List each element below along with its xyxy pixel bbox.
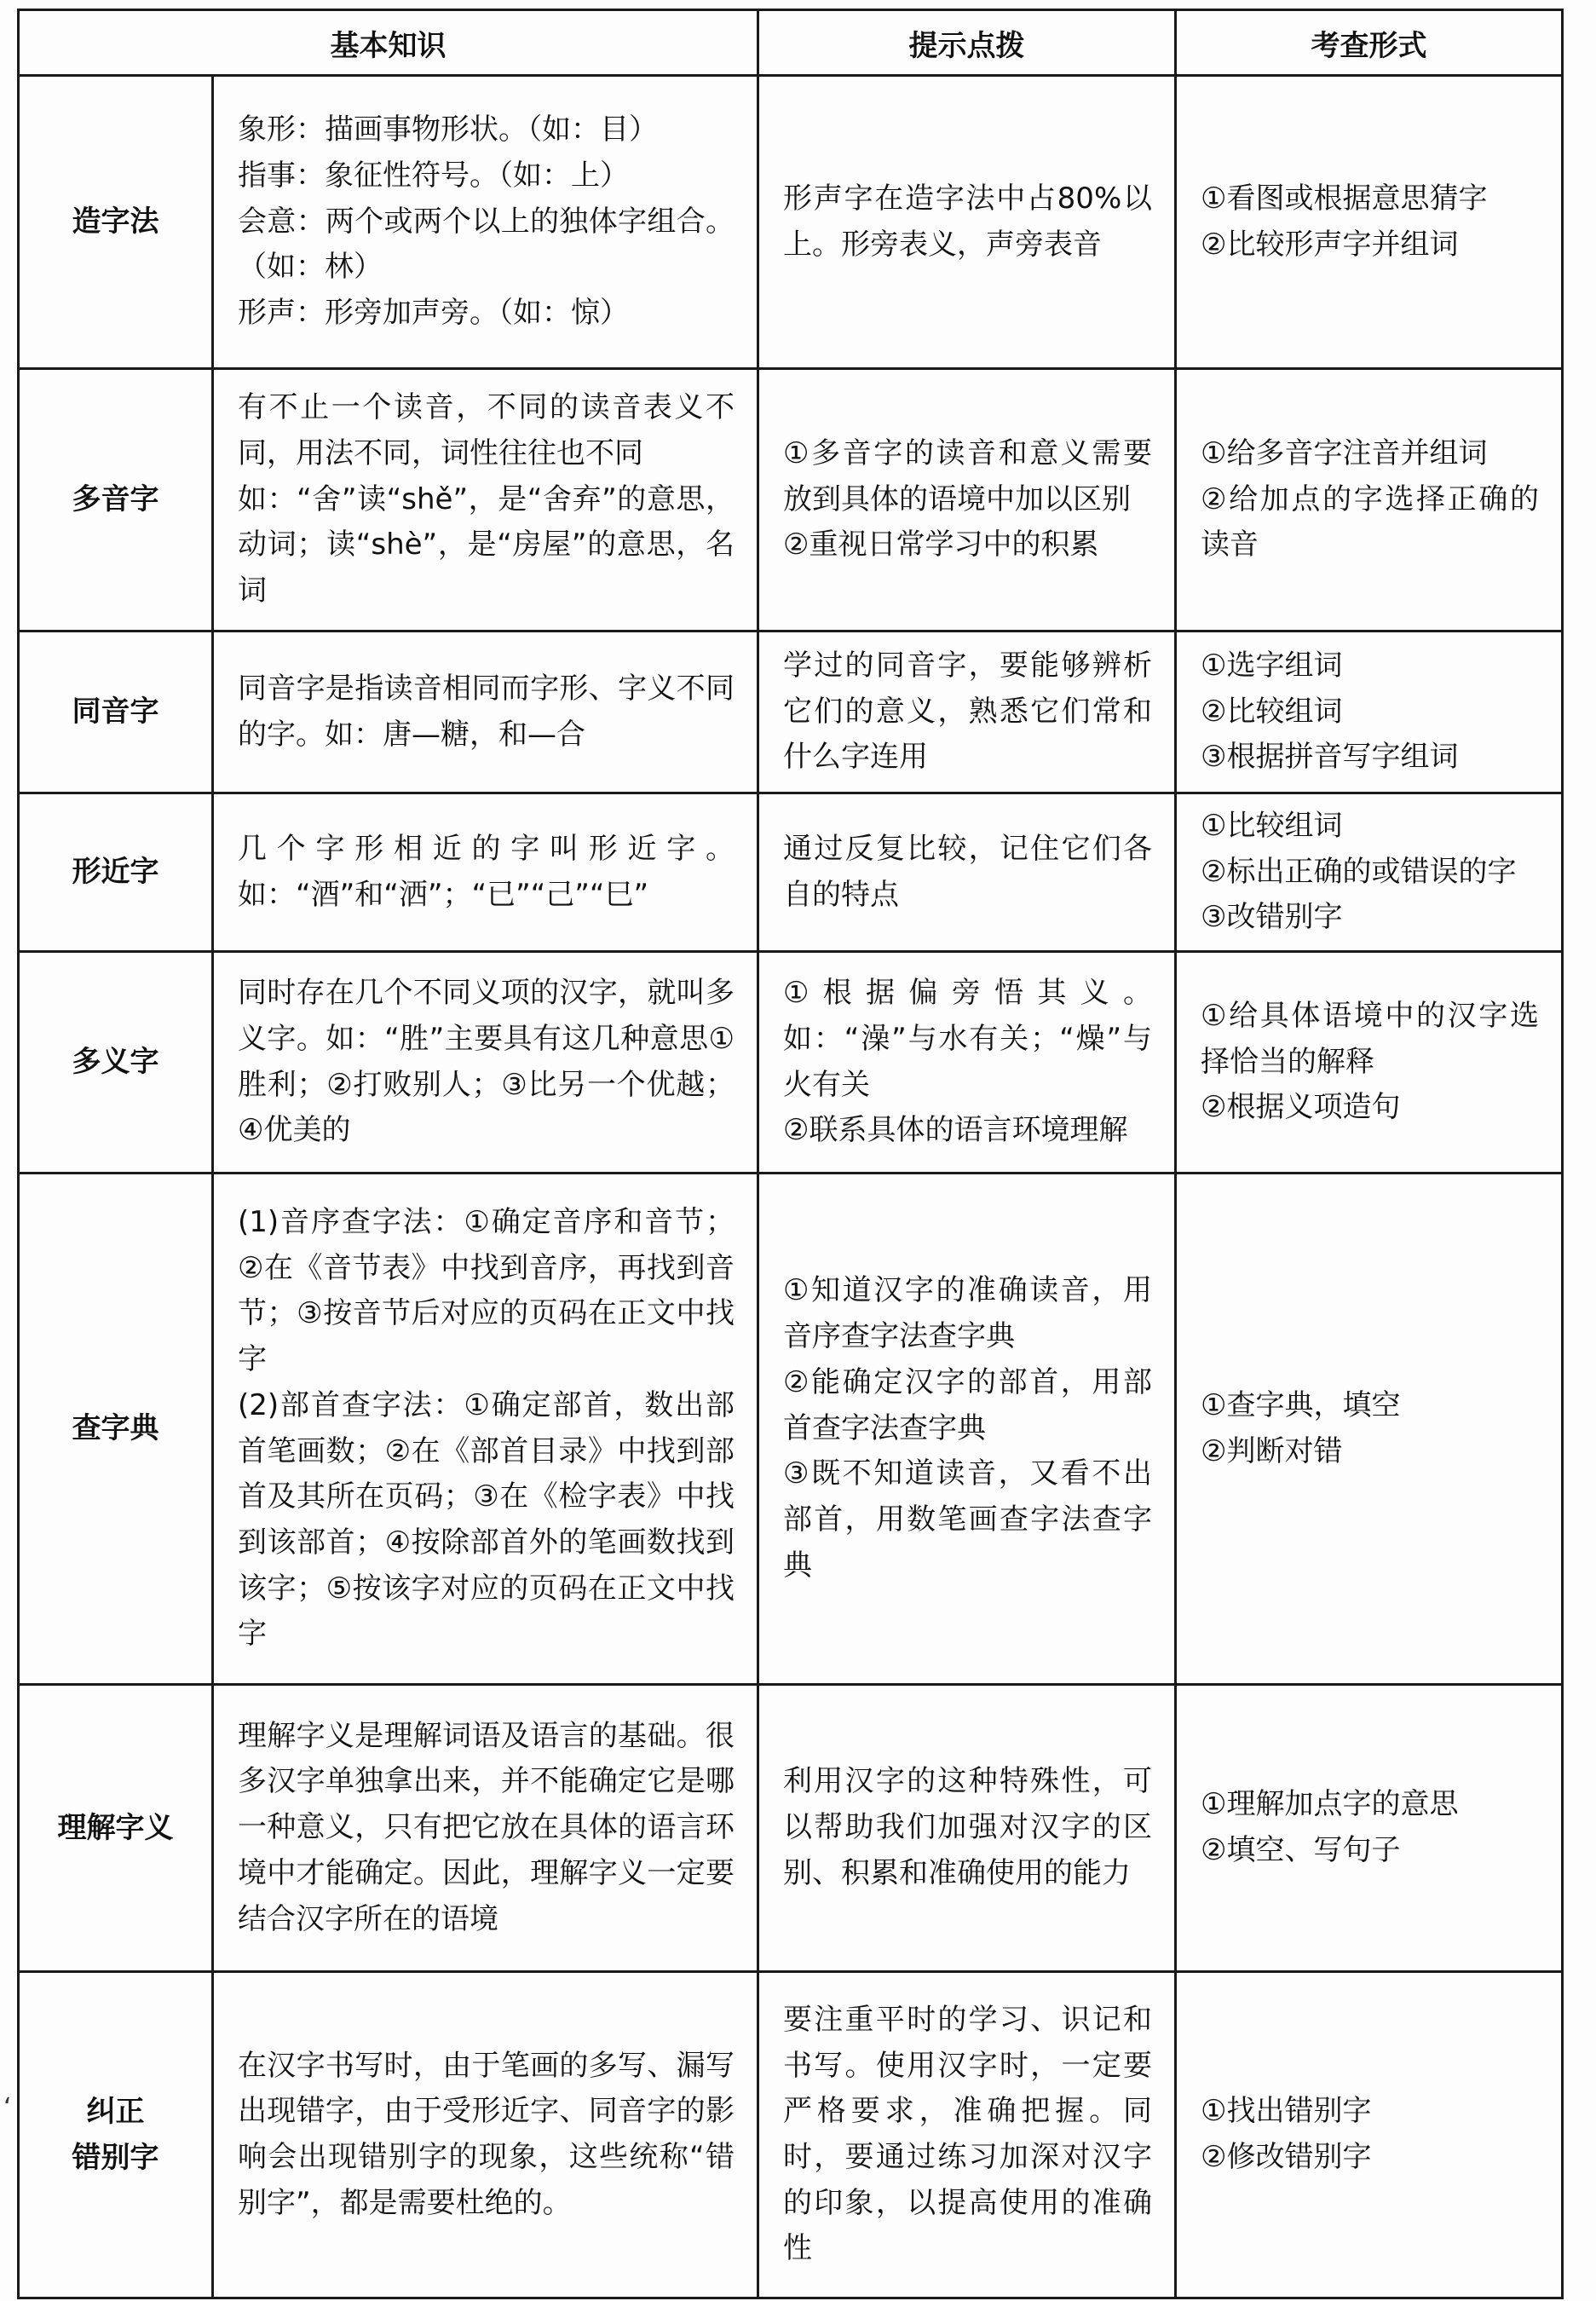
table-row: [19, 1174, 1563, 1685]
forms-line: ①给多音字注音并组词: [1201, 435, 1488, 470]
forms-cell: [1176, 952, 1563, 1174]
tips-cell: [758, 369, 1176, 631]
tips-line: ②能确定汉字的部首，用部首查字法查字典: [783, 1364, 1152, 1445]
row-category: [19, 1174, 213, 1685]
forms-line: ①找出错别字: [1201, 2094, 1372, 2129]
category-line: 造字法: [72, 205, 159, 239]
knowledge-line: (2)部首查字法：①确定部首，数出部首笔画数；②在《部首目录》中找到部首及其所在页码；③在《检字表》中找到该部首；④按除部首外的笔画数找到该字；⑤按该字对应的页码在正文中找字: [238, 1387, 735, 1652]
forms-cell: [1176, 793, 1563, 952]
knowledge-line: 同音字是指读音相同而字形、字义不同的字。如：唐—糖，和—合: [238, 671, 735, 752]
knowledge-cell: [213, 1685, 758, 1972]
forms-cell: [1176, 369, 1563, 631]
forms-line: ①给具体语境中的汉字选择恰当的解释: [1201, 998, 1539, 1079]
table-row: [19, 76, 1563, 369]
category-line: 纠正: [86, 2094, 145, 2129]
table-row: [19, 631, 1563, 793]
forms-line: ①选字组词: [1201, 648, 1343, 683]
row-category: [19, 952, 213, 1174]
header-exam-forms: 考查形式: [1176, 10, 1563, 76]
category-line: 理解字义: [57, 1810, 174, 1845]
knowledge-cell: [213, 631, 758, 793]
knowledge-line: 几个字形相近的字叫形近字。如：“酒”和“洒”；“已”“己”“巳”: [238, 831, 735, 912]
tips-line: ①知道汉字的准确读音，用音序查字法查字典: [783, 1273, 1152, 1354]
tips-cell: [758, 793, 1176, 952]
knowledge-cell: [213, 952, 758, 1174]
category-line: 形近字: [72, 855, 159, 890]
table-row: [19, 1685, 1563, 1972]
tips-cell: [758, 1174, 1176, 1685]
forms-cell: [1176, 1685, 1563, 1972]
tips-cell: [758, 1685, 1176, 1972]
forms-line: ①比较组词: [1201, 808, 1343, 843]
forms-line: ③改错别字: [1201, 900, 1343, 935]
forms-cell: [1176, 1972, 1563, 2298]
knowledge-line: 同时存在几个不同义项的汉字，就叫多义字。如：“胜”主要具有这几种意思①胜利；②打败别人；③比另一个优越；④优美的: [238, 976, 735, 1148]
knowledge-line: 会意：两个或两个以上的独体字组合。（如：林）: [238, 204, 735, 285]
row-category: [19, 76, 213, 369]
forms-line: ②比较形声字并组词: [1201, 227, 1459, 262]
knowledge-cell: [213, 793, 758, 952]
forms-line: ③根据拼音写字组词: [1201, 740, 1459, 775]
forms-cell: [1176, 1174, 1563, 1685]
category-line: 查字典: [72, 1411, 159, 1446]
forms-cell: [1176, 631, 1563, 793]
knowledge-line: 象形：描画事物形状。（如：目）: [238, 112, 658, 147]
knowledge-line: (1)音序查字法：①确定音序和音节；②在《音节表》中找到音序，再找到音节；③按音节后对应的页码在正文中找字: [238, 1204, 735, 1377]
forms-line: ①看图或根据意思猜字: [1201, 181, 1488, 216]
category-line: 同音字: [72, 695, 159, 730]
row-category: [19, 631, 213, 793]
knowledge-line: 如：“舍”读“shě”，是“舍弃”的意思，动词；读“shè”，是“房屋”的意思，名词: [238, 482, 735, 608]
forms-cell: [1176, 76, 1563, 369]
tips-line: ②重视日常学习中的积累: [783, 528, 1099, 562]
tips-cell: [758, 952, 1176, 1174]
tips-cell: [758, 631, 1176, 793]
tips-line: ①多音字的读音和意义需要放到具体的语境中加以区别: [783, 435, 1152, 516]
forms-line: ②填空、写句子: [1201, 1833, 1401, 1867]
table-header-row: [19, 10, 1563, 76]
forms-line: ②给加点的字选择正确的读音: [1201, 482, 1539, 562]
knowledge-cell: [213, 1174, 758, 1685]
knowledge-line: 理解字义是理解词语及语言的基础。很多汉字单独拿出来，并不能确定它是哪一种意义，只有把它放在具体的语言环境中才能确定。因此，理解字义一定要结合汉字所在的语境: [238, 1718, 735, 1936]
tips-line: 形声字在造字法中占80%以上。形旁表义，声旁表音: [783, 181, 1152, 262]
forms-line: ①查字典，填空: [1201, 1387, 1401, 1422]
forms-line: ②标出正确的或错误的字: [1201, 854, 1517, 889]
row-category: [19, 793, 213, 952]
table-row: [19, 952, 1563, 1174]
tips-cell: [758, 76, 1176, 369]
forms-line: ②比较组词: [1201, 694, 1343, 729]
knowledge-cell: [213, 369, 758, 631]
table-row: [19, 369, 1563, 631]
forms-line: ②修改错别字: [1201, 2140, 1372, 2174]
category-line: 错别字: [72, 2141, 159, 2175]
knowledge-cell: [213, 1972, 758, 2298]
forms-line: ①理解加点字的意思: [1201, 1787, 1459, 1822]
knowledge-table: [17, 9, 1564, 2299]
knowledge-cell: [213, 76, 758, 369]
row-category: [19, 1972, 213, 2298]
knowledge-line: 在汉字书写时，由于笔画的多写、漏写出现错字，由于受形近字、同音字的影响会出现错别字的现象，这些统称“错别字”，都是需要杜绝的。: [238, 2048, 735, 2220]
tips-line: ①根据偏旁悟其义。如：“澡”与水有关；“燥”与火有关: [783, 976, 1152, 1102]
header-tips: 提示点拨: [758, 10, 1176, 76]
margin-speck: ‘: [3, 2093, 12, 2123]
category-line: 多音字: [72, 482, 159, 517]
tips-cell: [758, 1972, 1176, 2298]
tips-line: 通过反复比较，记住它们各自的特点: [783, 831, 1152, 912]
tips-line: 学过的同音字，要能够辨析它们的意义，熟悉它们常和什么字连用: [783, 648, 1152, 775]
knowledge-line: 指事：象征性符号。（如：上）: [238, 158, 629, 193]
table-row: [19, 1972, 1563, 2298]
row-category: [19, 369, 213, 631]
tips-line: 利用汉字的这种特殊性，可以帮助我们加强对汉字的区别、积累和准确使用的能力: [783, 1764, 1152, 1890]
row-category: [19, 1685, 213, 1972]
knowledge-line: 形声：形旁加声旁。（如：惊）: [238, 296, 629, 331]
tips-line: ②联系具体的语言环境理解: [783, 1113, 1128, 1148]
header-basic-knowledge: 基本知识: [19, 10, 758, 76]
category-line: 多义字: [72, 1045, 159, 1080]
forms-line: ②判断对错: [1201, 1433, 1343, 1468]
tips-line: 要注重平时的学习、识记和书写。使用汉字时，一定要严格要求，准确把握。同时，要通过练习加深对汉字的印象，以提高使用的准确性: [783, 2002, 1152, 2266]
forms-line: ②根据义项造句: [1201, 1090, 1401, 1125]
knowledge-line: 有不止一个读音，不同的读音表义不同，用法不同，词性往往也不同: [238, 390, 735, 470]
table-row: [19, 793, 1563, 952]
tips-line: ③既不知道读音，又看不出部首，用数笔画查字法查字典: [783, 1456, 1152, 1583]
